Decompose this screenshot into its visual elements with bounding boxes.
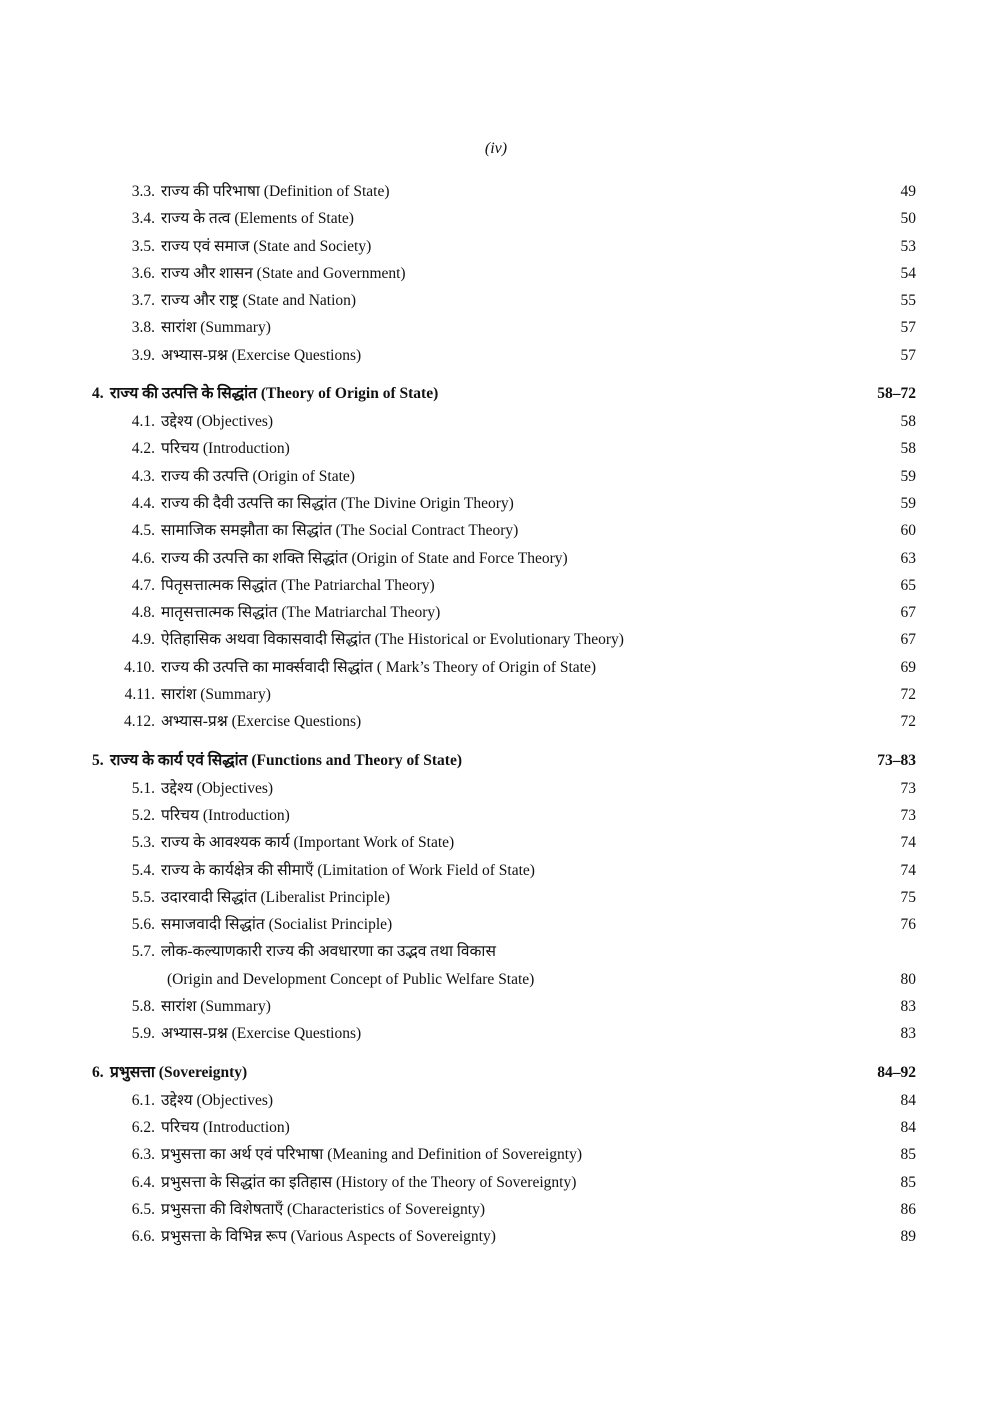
entry-number: 5.9. — [131, 1025, 155, 1043]
entry-page: 65 — [900, 576, 916, 594]
entry-page: 59 — [900, 494, 916, 512]
entry-title-english: (Characteristics of Sovereignty) — [287, 1200, 486, 1218]
entry-title-hindi: उदारवादी सिद्धांत — [161, 888, 257, 906]
entry-page: 57 — [900, 346, 916, 364]
toc-entry-label — [92, 626, 624, 653]
entry-title-hindi: राज्य की परिभाषा — [161, 183, 260, 200]
entry-title-english: (Socialist Principle) — [268, 916, 393, 934]
toc-entry-label — [92, 1020, 361, 1047]
entry-title — [161, 802, 290, 829]
entry-title-hindi: राज्य के कार्यक्षेत्र की सीमाएँ — [161, 861, 314, 879]
entry-title — [161, 517, 518, 544]
chapter-heading — [92, 1058, 916, 1087]
toc-entry — [92, 884, 916, 911]
entry-title — [161, 654, 596, 681]
entry-page: 85 — [900, 1173, 916, 1191]
entry-number: 3.4. — [131, 210, 155, 228]
entry-title-hindi: प्रभुसत्ता के सिद्धांत का इतिहास — [161, 1173, 333, 1191]
entry-page: 67 — [900, 631, 916, 649]
toc-entry — [92, 1196, 916, 1223]
chapter-heading-label — [92, 1058, 247, 1087]
toc-entry — [92, 260, 916, 287]
entry-title-hindi: सारांश — [161, 998, 197, 1016]
entry-title — [161, 775, 273, 802]
toc-entry-label — [92, 545, 568, 572]
toc-entry-label — [92, 314, 271, 341]
chapter-heading — [92, 746, 916, 775]
toc-entry-label — [92, 938, 496, 965]
toc-entry-label — [92, 1114, 290, 1141]
entry-title — [161, 1196, 485, 1223]
entry-page: 73 — [900, 779, 916, 797]
toc-entry — [92, 829, 916, 856]
entry-number: 5.1. — [131, 779, 155, 797]
toc-entry — [92, 435, 916, 462]
chapter-title: प्रभुसत्ता (Sovereignty) — [110, 1063, 248, 1081]
entry-title — [161, 233, 371, 260]
entry-title — [161, 1020, 361, 1047]
entry-number: 6.5. — [131, 1200, 155, 1218]
entry-title — [161, 260, 406, 287]
entry-title — [161, 993, 271, 1020]
entry-title-english: (Definition of State) — [263, 183, 390, 200]
entry-title — [161, 599, 440, 626]
chapter-heading-label — [92, 379, 438, 408]
entry-title-hindi: प्रभुसत्ता की विशेषताएँ — [161, 1200, 284, 1218]
entry-page: 84 — [900, 1118, 916, 1136]
entry-number: 5.6. — [131, 916, 155, 934]
entry-title-english: (The Matriarchal Theory) — [281, 604, 441, 622]
entry-title — [161, 287, 356, 314]
toc-entry-label — [92, 802, 290, 829]
entry-number: 3.7. — [131, 292, 155, 310]
entry-title-english: (State and Society) — [253, 237, 372, 255]
toc-entry-label — [92, 1141, 582, 1168]
entry-title — [161, 463, 355, 490]
entry-page: 55 — [900, 292, 916, 310]
entry-title — [161, 911, 392, 938]
entry-title — [167, 966, 534, 993]
entry-number: 4.9. — [131, 631, 155, 649]
toc-entry-label — [92, 966, 534, 993]
entry-number: 4.1. — [131, 413, 155, 431]
entry-number: 3.5. — [131, 237, 155, 255]
entry-number: 5.8. — [131, 998, 155, 1016]
entry-page: 72 — [900, 686, 916, 704]
entry-page: 83 — [900, 1025, 916, 1043]
toc-entry — [92, 342, 916, 369]
entry-number: 4.8. — [131, 604, 155, 622]
entry-title — [161, 314, 271, 341]
toc-entry — [92, 1020, 916, 1047]
entry-number: 3.6. — [131, 264, 155, 282]
entry-title — [161, 490, 514, 517]
entry-title-hindi: मातृसत्तात्मक सिद्धांत — [161, 604, 278, 622]
entry-title-english: (The Historical or Evolutionary Theory) — [374, 631, 624, 649]
toc-entry-label — [92, 233, 371, 260]
toc-entry — [92, 626, 916, 653]
entry-title-english: ( Mark’s Theory of Origin of State) — [376, 658, 597, 676]
entry-title-hindi: राज्य की दैवी उत्पत्ति का सिद्धांत — [161, 494, 337, 512]
entry-title-english: (State and Nation) — [242, 292, 357, 310]
entry-number: 4.10. — [124, 658, 155, 676]
entry-number: 5.3. — [131, 834, 155, 852]
entry-page: 60 — [900, 522, 916, 540]
entry-number: 4.7. — [131, 576, 155, 594]
entry-page: 58 — [900, 440, 916, 458]
entry-number: 4.5. — [131, 522, 155, 540]
toc-entry — [92, 314, 916, 341]
entry-title-english: (Introduction) — [202, 1118, 290, 1136]
entry-page: 57 — [900, 319, 916, 337]
entry-title-english: (The Social Contract Theory) — [335, 522, 519, 540]
toc-entry-label — [92, 287, 356, 314]
entry-page: 59 — [900, 467, 916, 485]
toc-entry-label — [92, 884, 390, 911]
entry-title-english: (Summary) — [200, 686, 271, 704]
entry-title-english: (Various Aspects of Sovereignty) — [290, 1228, 496, 1246]
entry-title-hindi: लोक-कल्याणकारी राज्य की अवधारणा का उद्भव तथा विकास — [161, 943, 496, 961]
entry-title — [161, 938, 496, 965]
entry-page: 63 — [900, 549, 916, 567]
entry-page: 75 — [900, 888, 916, 906]
toc-entry — [92, 911, 916, 938]
toc-entry — [92, 287, 916, 314]
entry-page: 54 — [900, 264, 916, 282]
entry-title — [161, 829, 454, 856]
toc-entry — [92, 463, 916, 490]
toc-entry — [92, 654, 916, 681]
entry-title — [161, 681, 271, 708]
entry-page: 86 — [900, 1200, 916, 1218]
entry-title-hindi: राज्य की उत्पत्ति का मार्क्सवादी सिद्धांत — [161, 658, 373, 676]
entry-number: 4.12. — [124, 713, 155, 731]
entry-number: 6.2. — [131, 1118, 155, 1136]
entry-number: 5.7. — [131, 943, 155, 961]
entry-title — [161, 435, 290, 462]
entry-title — [161, 178, 390, 205]
entry-page: 58 — [900, 413, 916, 431]
entry-title-english: (Exercise Questions) — [231, 346, 362, 364]
entry-number: 3.9. — [131, 346, 155, 364]
entry-number: 3.3. — [131, 183, 155, 200]
toc-entry — [92, 178, 916, 205]
toc-entry-label — [92, 654, 596, 681]
entry-title — [161, 857, 535, 884]
entry-title — [161, 884, 390, 911]
entry-title-hindi: राज्य के तत्व — [161, 210, 231, 228]
entry-title-hindi: प्रभुसत्ता के विभिन्न रूप — [161, 1228, 287, 1246]
toc-entry — [92, 993, 916, 1020]
toc-entry — [92, 1223, 916, 1250]
toc-entry — [92, 1087, 916, 1114]
toc-entry — [92, 857, 916, 884]
entry-title — [161, 342, 361, 369]
entry-number: 4.2. — [131, 440, 155, 458]
chapter-page-range: 73–83 — [877, 751, 916, 769]
entry-title — [161, 408, 273, 435]
entry-number: 6.4. — [131, 1173, 155, 1191]
toc-entry-label — [92, 1087, 273, 1114]
toc-entry-label — [92, 1196, 485, 1223]
toc-entry-label — [92, 178, 390, 205]
chapter-heading-label — [92, 746, 462, 775]
entry-title-hindi: राज्य के आवश्यक कार्य — [161, 834, 290, 852]
entry-title-english: (Limitation of Work Field of State) — [317, 861, 535, 879]
toc-entry-label — [92, 435, 290, 462]
toc-entry — [92, 545, 916, 572]
entry-title-english: (Summary) — [200, 998, 271, 1016]
entry-number: 6.1. — [131, 1091, 155, 1109]
entry-page: 50 — [900, 210, 916, 228]
toc-entry-label — [92, 993, 271, 1020]
entry-page: 74 — [900, 861, 916, 879]
chapter-number: 6. — [92, 1063, 104, 1081]
entry-number: 4.11. — [124, 686, 155, 704]
entry-title — [161, 572, 435, 599]
entry-title-hindi: सारांश — [161, 319, 197, 337]
toc-entry — [92, 205, 916, 232]
entry-number: 5.5. — [131, 888, 155, 906]
entry-title-english: (Origin of State and Force Theory) — [351, 549, 568, 567]
entry-title-english: (Objectives) — [196, 413, 274, 431]
entry-page: 69 — [900, 658, 916, 676]
toc-entry — [92, 802, 916, 829]
entry-page: 84 — [900, 1091, 916, 1109]
toc-entry — [92, 966, 916, 993]
entry-page: 83 — [900, 998, 916, 1016]
toc-entry-label — [92, 517, 518, 544]
entry-title — [161, 708, 361, 735]
entry-title-english: (The Divine Origin Theory) — [340, 494, 514, 512]
entry-title-english: (Origin of State) — [252, 467, 355, 485]
entry-title-hindi: समाजवादी सिद्धांत — [161, 916, 265, 934]
entry-title-english: (Origin and Development Concept of Public Welfare State) — [167, 970, 535, 988]
entry-title-hindi: राज्य की उत्पत्ति — [161, 467, 249, 485]
entry-title-hindi: सारांश — [161, 686, 197, 704]
entry-title-hindi: परिचय — [161, 440, 199, 458]
entry-title-hindi: ऐतिहासिक अथवा विकासवादी सिद्धांत — [161, 631, 371, 649]
entry-title-hindi: अभ्यास-प्रश्न — [161, 1025, 228, 1043]
toc-entry-label — [92, 342, 361, 369]
entry-title — [161, 205, 354, 232]
entry-title — [161, 1223, 496, 1250]
chapter-number: 5. — [92, 751, 104, 769]
toc-entry — [92, 938, 916, 965]
entry-title-english: (Introduction) — [202, 806, 290, 824]
toc-entry — [92, 1169, 916, 1196]
toc-entry — [92, 708, 916, 735]
toc-entry — [92, 572, 916, 599]
entry-title-english: (Exercise Questions) — [231, 713, 362, 731]
toc-entry-label — [92, 260, 406, 287]
entry-title — [161, 545, 568, 572]
entry-title-english: (Meaning and Definition of Sovereignty) — [327, 1146, 583, 1164]
entry-number: 6.6. — [131, 1228, 155, 1246]
entry-page: 74 — [900, 834, 916, 852]
toc-entry — [92, 233, 916, 260]
entry-title-hindi: उद्देश्य — [161, 1091, 193, 1109]
entry-number: 3.8. — [131, 319, 155, 337]
entry-title-hindi: अभ्यास-प्रश्न — [161, 713, 228, 731]
entry-number: 5.2. — [131, 806, 155, 824]
entry-title-english: (Liberalist Principle) — [260, 888, 390, 906]
entry-title-hindi: राज्य और राष्ट्र — [161, 292, 239, 310]
entry-title-english: (Summary) — [200, 319, 271, 337]
entry-title — [161, 1169, 576, 1196]
entry-title-english: (State and Government) — [256, 264, 406, 282]
entry-title — [161, 1141, 582, 1168]
entry-page: 76 — [900, 916, 916, 934]
entry-title-hindi: उद्देश्य — [161, 779, 193, 797]
toc-entry-label — [92, 708, 361, 735]
entry-page: 72 — [900, 713, 916, 731]
entry-page: 67 — [900, 604, 916, 622]
toc-entry-label — [92, 1223, 496, 1250]
entry-title-english: (Important Work of State) — [293, 834, 455, 852]
entry-title-english: (The Patriarchal Theory) — [280, 576, 435, 594]
table-of-contents — [92, 178, 916, 1250]
toc-entry-label — [92, 1169, 576, 1196]
chapter-page-range: 58–72 — [877, 385, 916, 403]
entry-title — [161, 1087, 273, 1114]
entry-title-english: (Introduction) — [202, 440, 290, 458]
entry-title-hindi: परिचय — [161, 806, 199, 824]
entry-title-hindi: राज्य की उत्पत्ति का शक्ति सिद्धांत — [161, 549, 348, 567]
entry-number: 5.4. — [131, 861, 155, 879]
chapter-page-range: 84–92 — [877, 1063, 916, 1081]
entry-title-hindi: उद्देश्य — [161, 413, 193, 431]
entry-title-english: (Exercise Questions) — [231, 1025, 362, 1043]
entry-page: 89 — [900, 1228, 916, 1246]
entry-title-hindi: परिचय — [161, 1118, 199, 1136]
toc-entry — [92, 1114, 916, 1141]
toc-entry-label — [92, 599, 440, 626]
toc-entry-label — [92, 463, 355, 490]
entry-page: 73 — [900, 806, 916, 824]
chapter-title: राज्य के कार्य एवं सिद्धांत (Functions and Theory of State) — [110, 751, 463, 769]
entry-number: 4.6. — [131, 549, 155, 567]
entry-page: 49 — [900, 183, 916, 200]
toc-entry — [92, 775, 916, 802]
page-number: (iv) — [484, 140, 508, 157]
toc-entry — [92, 1141, 916, 1168]
entry-page: 80 — [900, 970, 916, 988]
chapter-heading — [92, 379, 916, 408]
entry-title-hindi: राज्य और शासन — [161, 264, 253, 282]
entry-number: 6.3. — [131, 1146, 155, 1164]
toc-entry — [92, 408, 916, 435]
entry-title — [161, 1114, 290, 1141]
entry-title-hindi: सामाजिक समझौता का सिद्धांत — [161, 522, 332, 540]
toc-entry-label — [92, 857, 535, 884]
entry-title — [161, 626, 624, 653]
entry-title-hindi: पितृसत्तात्मक सिद्धांत — [161, 576, 277, 594]
toc-entry — [92, 517, 916, 544]
toc-entry-label — [92, 572, 435, 599]
toc-entry-label — [92, 775, 273, 802]
toc-entry-label — [92, 911, 392, 938]
entry-title-hindi: अभ्यास-प्रश्न — [161, 346, 228, 364]
toc-entry — [92, 599, 916, 626]
entry-title-english: (Elements of State) — [234, 210, 354, 228]
entry-number: 4.4. — [131, 494, 155, 512]
toc-entry-label — [92, 490, 514, 517]
toc-entry-label — [92, 408, 273, 435]
chapter-number: 4. — [92, 385, 104, 403]
entry-title-english: (Objectives) — [196, 1091, 274, 1109]
toc-entry-label — [92, 681, 271, 708]
toc-entry-label — [92, 829, 454, 856]
entry-number: 4.3. — [131, 467, 155, 485]
entry-page: 53 — [900, 237, 916, 255]
toc-entry — [92, 490, 916, 517]
toc-entry-label — [92, 205, 354, 232]
entry-title-hindi: राज्य एवं समाज — [161, 237, 250, 255]
entry-title-hindi: प्रभुसत्ता का अर्थ एवं परिभाषा — [161, 1146, 324, 1164]
entry-title-english: (Objectives) — [196, 779, 274, 797]
chapter-title: राज्य की उत्पत्ति के सिद्धांत (Theory of Origin of State) — [110, 385, 439, 403]
entry-title-english: (History of the Theory of Sovereignty) — [336, 1173, 577, 1191]
entry-page: 85 — [900, 1146, 916, 1164]
toc-entry — [92, 681, 916, 708]
